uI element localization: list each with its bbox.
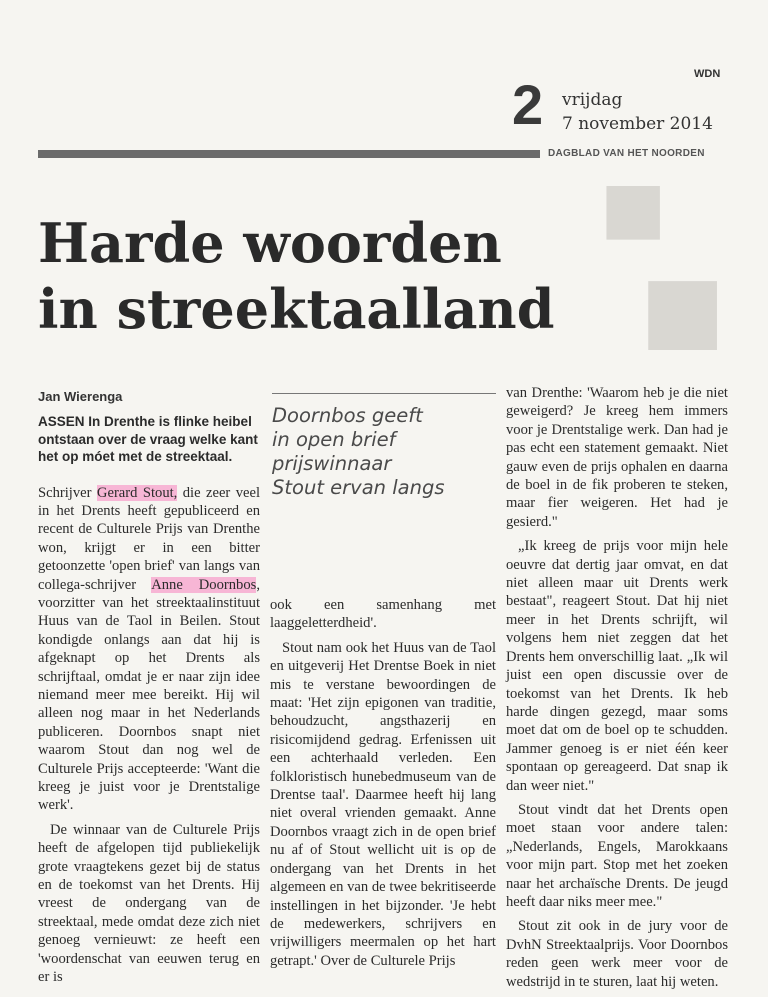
bleed-through-shape: ■ [600, 165, 667, 248]
headline-line-1: Harde woorden [38, 211, 502, 275]
pullquote [272, 404, 496, 500]
paragraph: ook een samenhang met laaggeletterdheid'. [270, 597, 496, 632]
paragraph: De winnaar van de Culturele Prijs heeft de afgelopen tijd publiekelijk grote vraagtekens gezet bij de status en de toekomst van het Drents. Hij vreest de ondergang van de streektaal, mede omdat deze zich niet genoeg vernieuwt: ze heeft een 'woordenschat van eeuwen terug en er is [38, 821, 260, 986]
pullquote-line: in open brief [272, 428, 396, 451]
pullquote-line: prijswinnaar [272, 452, 392, 475]
byline: Jan Wierenga [38, 389, 123, 404]
newspaper-name: DAGBLAD VAN HET NOORDEN [548, 148, 705, 159]
page-number: 2 [512, 73, 544, 136]
pullquote-line: Stout ervan langs [272, 476, 445, 499]
text-run: Schrijver [38, 484, 97, 501]
paragraph: van Drenthe: 'Waarom heb je die niet geweigerd? Je kreeg hem immers voor je Drentstalige werk. Dan had je pas echt een statement gemaakt. Niet gauw even de prijs ophalen en daarna de boel in de fik proberen te steken, maar fier weigeren. Het had je gesierd." [506, 385, 728, 530]
text-run: , voorzitter van het streektaalinstituut Huus van de Taol in Beilen. Stout kondigde onlangs aan dat hij is afgeknapt op het Drents als schrijftaal, omdat je er naar zijn idee niemand meer mee bereikt. Hij wil alleen nog maar in het Nederlands publiceren. Doornbos snapt niet waarom Stout dan nog wel de Culturele Prijs accepteerde: 'Want die kreeg je juist voor je Drentstalige werk'. [38, 576, 260, 814]
bleed-through-shape: ■ [640, 255, 726, 361]
dateline: ASSEN [38, 414, 85, 429]
lead-text: In Drenthe is flinke heibel ontstaan over de vraag welke kant het op móet met de streektaal. [38, 414, 258, 464]
issue-day: vrijdag [562, 90, 623, 110]
article-column-1 [38, 413, 260, 992]
article-lead [38, 413, 260, 466]
highlighted-name: Gerard Stout, [96, 484, 178, 501]
pullquote-rule [272, 393, 496, 394]
paragraph: Stout vindt dat het Drents open moet staan voor andere talen: „Nederlands, Engels, Marokkaans voor mijn part. Stop met het zoeken naar het archaïsche Drents. De jeugd heeft daar niks meer mee." [506, 801, 728, 910]
paragraph: Stout zit ook in de jury voor de DvhN Streektaalprijs. Voor Doornbos reden geen werk meer voor de wedstrijd in te sturen, laat hij weten. [506, 918, 728, 990]
issue-date: 7 november 2014 [562, 114, 713, 134]
text-run: die zeer veel in het Drents heeft gepubliceerd en recent de Culturele Prijs van Drenthe won, krijgt er in een bitter getoonzette 'open brief' van langs van collega-schrijver [38, 484, 260, 593]
paragraph: Stout nam ook het Huus van de Taol en uitgeverij Het Drentse Boek in niet mis te verstane bewoordingen de maat: 'Het zijn epigonen van traditie, behoudzucht, angsthazerij en risicomijdend gedrag. Erfenissen uit een achterhaald verleden. Een folkloristisch hunebedmuseum van de Drentse taal'. Daarmee heeft hij lang niet overal vrienden gemaakt. Anne Doornbos vraagt zich in de open brief nu af of Stout wellicht uit is op de ondergang van het Drents in het algemeen en van de twee bekritiseerde instellingen in het bijzonder. 'Je hebt de medewerkers, schrijvers en vrijwilligers meermalen op het hart getrapt.' Over de Culturele Prijs [270, 639, 496, 969]
paragraph: „Ik kreeg de prijs voor mijn hele oeuvre dat dertig jaar omvat, en dat niet alleen maar uit Drents werk bestaat", reageert Stout. Dat hij niet meer in het Drents schrijft, wil volgens hem niet zeggen dat het Drents hem onverschillig laat. „Ik wil juist een open discussie over de toekomst van het Drents. Ik heb harde dingen gezegd, maar soms moet dat om de boel op te schudden. Jammer genoeg is er niet één keer spontaan op gereageerd. Dat snap ik dan weer niet." [506, 538, 728, 794]
highlighted-name: Anne Doornbos [151, 576, 257, 593]
headline-line-2: in streektaalland [38, 277, 555, 341]
paragraph [38, 484, 260, 815]
header-rule [38, 150, 540, 158]
article-headline [38, 210, 738, 342]
article-column-2 [270, 596, 496, 976]
pullquote-line: Doornbos geeft [272, 404, 423, 427]
article-column-3 [506, 384, 728, 997]
edition-code: WDN [694, 68, 721, 80]
